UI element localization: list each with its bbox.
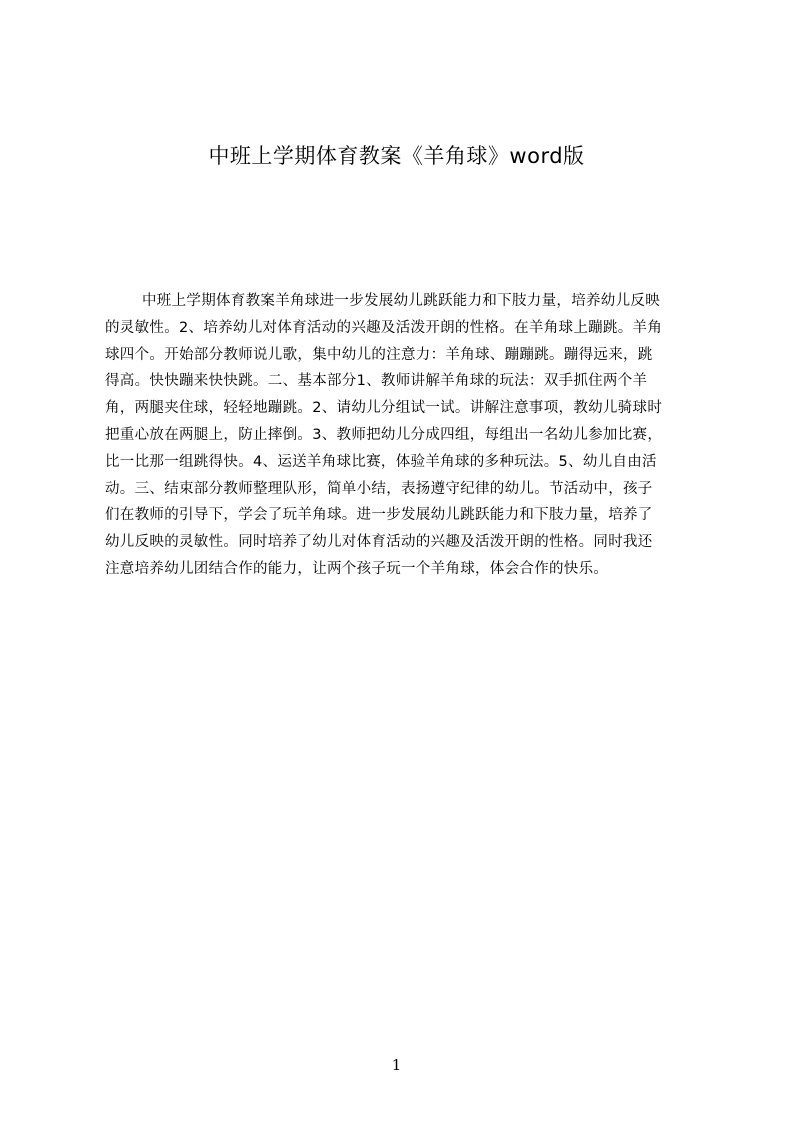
body-line: 得高。快快蹦来快快跳。二、基本部分1、教师讲解羊角球的玩法：双手抓住两个羊 xyxy=(105,373,648,390)
body-line: 中班上学期体育教案羊角球进一步发展幼儿跳跃能力和下肢力量，培养幼儿反映 xyxy=(142,293,660,309)
body-line: 角，两腿夹住球，轻轻地蹦跳。2、请幼儿分组试一试。讲解注意事项，教幼儿骑球时 xyxy=(105,400,663,417)
body-line: 动。三、结束部分教师整理队形，简单小结，表扬遵守纪律的幼儿。节活动中，孩子 xyxy=(105,480,653,497)
body-line: 注意培养幼儿团结合作的能力，让两个孩子玩一个羊角球，体会合作的快乐。 xyxy=(105,560,609,577)
body-line: 比一比那一组跳得快。4、运送羊角球比赛，体验羊角球的多种玩法。5、幼儿自由活 xyxy=(105,453,657,470)
body-line: 幼儿反映的灵敏性。同时培养了幼儿对体育活动的兴趣及活泼开朗的性格。同时我还 xyxy=(105,534,653,551)
document-title: 中班上学期体育教案《羊角球》word版 xyxy=(208,144,585,168)
body-line: 球四个。开始部分教师说儿歌，集中幼儿的注意力：羊角球、蹦蹦跳。蹦得远来，跳 xyxy=(105,346,653,363)
body-line: 把重心放在两腿上，防止摔倒。3、教师把幼儿分成四组，每组出一名幼儿参加比赛， xyxy=(105,426,663,443)
body-line: 的灵敏性。2、培养幼儿对体育活动的兴趣及活泼开朗的性格。在羊角球上蹦跳。羊角 xyxy=(105,319,663,336)
body-paragraph xyxy=(105,288,697,588)
body-line: 们在教师的引导下，学会了玩羊角球。进一步发展幼儿跳跃能力和下肢力量，培养了 xyxy=(105,507,653,524)
page-number: 1 xyxy=(391,1056,402,1074)
